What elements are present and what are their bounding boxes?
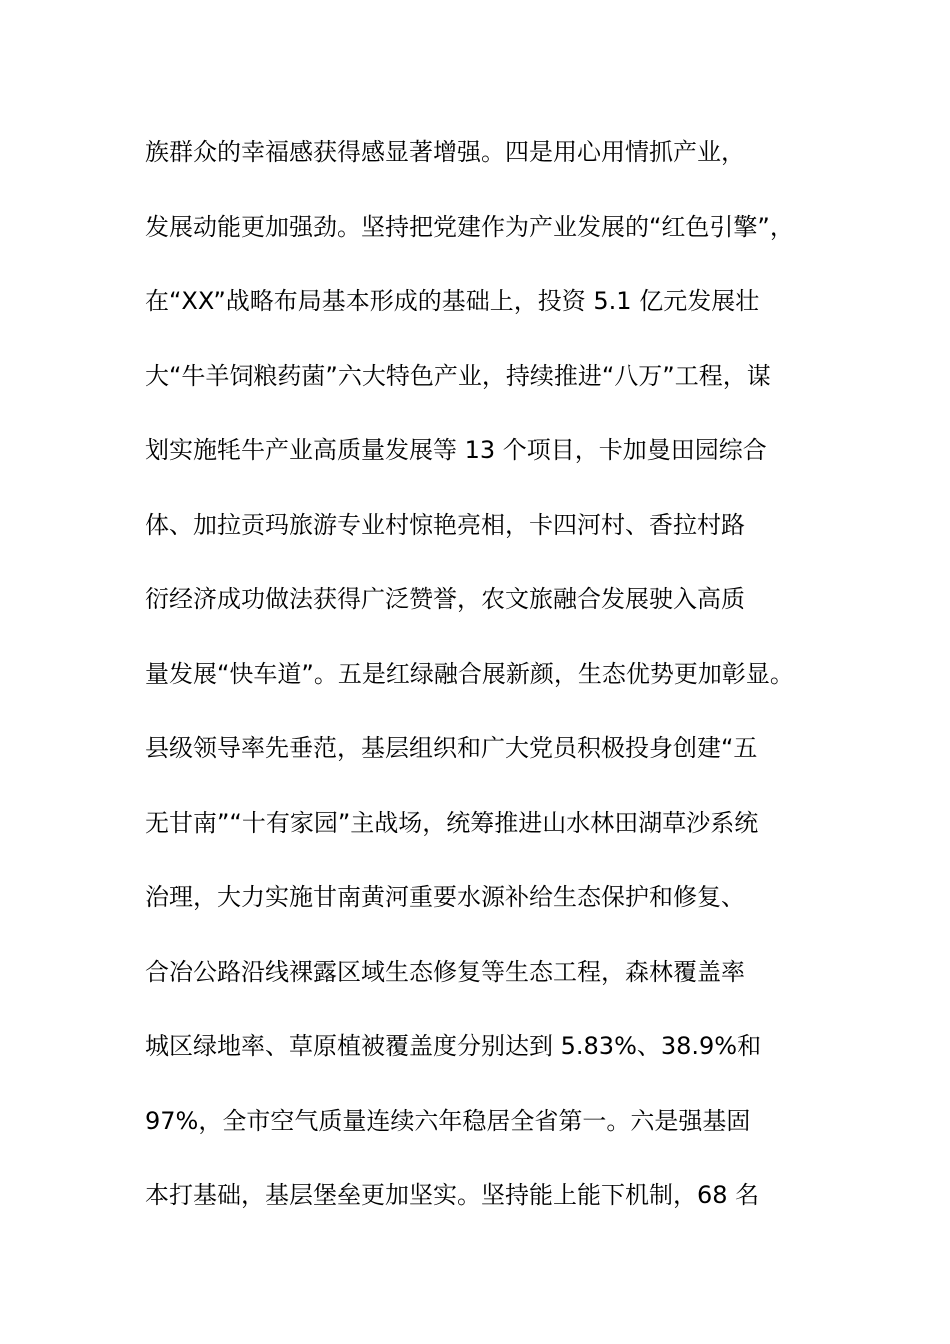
- text-line: 无甘南”“十有家园”主战场，统筹推进山水林田湖草沙系统: [145, 808, 759, 837]
- text-line: 大“牛羊饲粮药菌”六大特色产业，持续推进“八万”工程，谋: [145, 361, 771, 390]
- text-line: 体、加拉贡玛旅游专业村惊艳亮相，卡四河村、香拉村路: [145, 510, 745, 539]
- text-line: 本打基础，基层堡垒更加坚实。坚持能上能下机制，68 名: [145, 1181, 760, 1209]
- text-line: 县级领导率先垂范，基层组织和广大党员积极投身创建“五: [145, 734, 758, 762]
- text-line: 量发展“快车道”。五是红绿融合展新颜，生态优势更加彰显。: [145, 659, 794, 688]
- text-line: 治理，大力实施甘南黄河重要水源补给生态保护和修复、: [145, 883, 745, 911]
- text-line: 97%，全市空气质量连续六年稳居全省第一。六是强基固: [145, 1106, 751, 1135]
- text-line: 衍经济成功做法获得广泛赞誉，农文旅融合发展驶入高质: [145, 585, 745, 613]
- text-line: 发展动能更加强劲。坚持把党建作为产业发展的“红色引擎”，: [145, 212, 794, 241]
- text-line: 合冶公路沿线裸露区域生态修复等生态工程，森林覆盖率: [145, 957, 745, 986]
- text-line: 城区绿地率、草原植被覆盖度分别达到 5.83%、38.9%和: [145, 1032, 762, 1060]
- body-text: [145, 131, 845, 1249]
- text-line: 划实施牦牛产业高质量发展等 13 个项目，卡加曼田园综合: [145, 436, 767, 464]
- text-line: 在“XX”战略布局基本形成的基础上，投资 5.1 亿元发展壮: [145, 287, 760, 315]
- text-line: 族群众的幸福感获得感显著增强。四是用心用情抓产业，: [145, 138, 745, 166]
